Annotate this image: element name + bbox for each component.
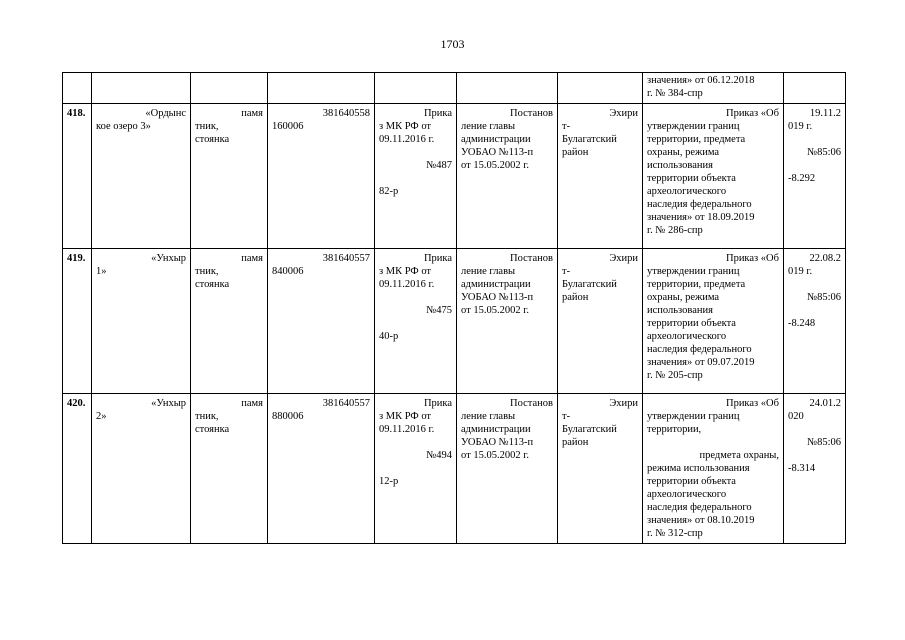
cell-type [191,104,268,249]
text-line: 12-р [379,476,399,487]
text-line: охраны, режима [647,147,720,158]
text-line: территории, предмета [647,134,746,145]
text-line: №494 [426,450,452,461]
text-line: территории, [647,424,702,435]
text-line: ление главы [461,411,516,422]
text-line: 19.11.2 [809,108,841,119]
cell-decree [457,73,558,104]
text-line: стоянка [195,424,230,435]
text-line: администрации [461,134,531,145]
text-line: т- [562,411,571,422]
cell-boundary-order [643,394,784,544]
text-line: з МК РФ от [379,121,432,132]
text-line: т- [562,266,571,277]
text-line: 381640557 [322,398,370,409]
text-line: памя [241,398,263,409]
cell-code [268,249,375,394]
text-line: Приказ «Об [725,253,779,264]
text-line: наследия федерального [647,344,752,355]
text-line: утверждении границ [647,121,740,132]
text-line: утверждении границ [647,266,740,277]
table-row-continuation [63,73,846,104]
text-line: 381640558 [322,108,370,119]
cell-order [375,104,457,249]
text-line: значения» от 06.12.2018 [647,75,755,86]
text-line: администрации [461,279,531,290]
text-line: район [562,437,589,448]
cell-order [375,249,457,394]
text-line: Эхири [609,253,638,264]
text-line: №85:06 [807,437,841,448]
text-line: 1» [96,266,107,277]
text-line: 09.11.2016 г. [379,424,435,435]
cell-number: 420. [63,394,92,544]
text-line: №487 [426,160,452,171]
text-line: №85:06 [807,147,841,158]
table-row [63,104,846,249]
text-line: район [562,147,589,158]
cell-code [268,73,375,104]
cell-type [191,249,268,394]
text-line: 2» [96,411,107,422]
text-line: з МК РФ от [379,411,432,422]
text-line: 020 [788,411,804,422]
text-line: «Ордынс [145,108,186,119]
text-line: ление главы [461,266,516,277]
text-line: Булагатский [562,134,617,145]
cell-name [92,249,191,394]
text-line: наследия федерального [647,199,752,210]
cell-boundary-order [643,104,784,249]
text-line: наследия федерального [647,502,752,513]
cell-number [63,73,92,104]
text-line: т- [562,121,571,132]
text-line: администрации [461,424,531,435]
text-line: -8.314 [788,463,816,474]
text-line: 840006 [272,266,304,277]
cell-location [558,394,643,544]
text-line: памя [241,108,263,119]
text-line: тник, [195,266,219,277]
text-line: предмета охраны, [699,450,779,461]
page-number: 1703 [440,37,465,51]
cell-code [268,394,375,544]
cell-boundary-order [643,249,784,394]
text-line: 09.11.2016 г. [379,279,435,290]
text-line: Приказ «Об [725,398,779,409]
text-line: режима использования [647,463,750,474]
cell-decree [457,394,558,544]
text-line: археологического [647,186,727,197]
text-line: Постанов [510,108,553,119]
cell-type [191,394,268,544]
text-line: 880006 [272,411,304,422]
text-line: Постанов [510,398,553,409]
text-line: -8.248 [788,318,816,329]
cell-location [558,249,643,394]
text-line: утверждении границ [647,411,740,422]
cell-registration [784,73,846,104]
text-line: 381640557 [322,253,370,264]
text-line: 160006 [272,121,304,132]
text-line: 82-р [379,186,399,197]
text-line: Постанов [510,253,553,264]
text-line: г. № 205-спр [647,370,703,381]
cell-order [375,394,457,544]
registry-table [62,72,846,544]
text-line: Булагатский [562,279,617,290]
cell-name [92,394,191,544]
text-line: №85:06 [807,292,841,303]
text-line: Прика [423,108,452,119]
text-line: археологического [647,489,727,500]
text-line: УОБАО №113-п [461,437,534,448]
cell-location [558,104,643,249]
text-line: Приказ «Об [725,108,779,119]
text-line: от 15.05.2002 г. [461,305,529,316]
text-line: 019 г. [788,121,813,132]
text-line: стоянка [195,134,230,145]
text-line: территории объекта [647,476,736,487]
text-line: тник, [195,121,219,132]
text-line: от 15.05.2002 г. [461,450,529,461]
text-line: значения» от 08.10.2019 [647,515,755,526]
text-line: памя [241,253,263,264]
text-line: 09.11.2016 г. [379,134,435,145]
text-line: использования [647,160,713,171]
text-line: Прика [423,253,452,264]
text-line: -8.292 [788,173,816,184]
text-line: Булагатский [562,424,617,435]
text-line: «Унхыр [151,398,186,409]
text-line: охраны, режима [647,292,720,303]
cell-type [191,73,268,104]
text-line: «Унхыр [151,253,186,264]
text-line: Прика [423,398,452,409]
text-line: УОБАО №113-п [461,147,534,158]
text-line: 24.01.2 [809,398,841,409]
text-line: территории объекта [647,173,736,184]
cell-decree [457,104,558,249]
text-line: территории объекта [647,318,736,329]
text-line: УОБАО №113-п [461,292,534,303]
text-line: значения» от 18.09.2019 [647,212,755,223]
cell-name [92,104,191,249]
text-line: г. № 384-спр [647,88,703,99]
text-line: 22.08.2 [809,253,841,264]
text-line: район [562,292,589,303]
text-line: стоянка [195,279,230,290]
cell-boundary-order [643,73,784,104]
text-line: кое озеро 3» [96,121,151,132]
cell-registration [784,104,846,249]
table-row [63,249,846,394]
text-line: Эхири [609,108,638,119]
text-line: 019 г. [788,266,813,277]
table-row [63,394,846,544]
cell-decree [457,249,558,394]
text-line: г. № 312-спр [647,528,703,539]
text-line: ление главы [461,121,516,132]
text-line: Эхири [609,398,638,409]
text-line: территории, предмета [647,279,746,290]
text-line: №475 [426,305,452,316]
cell-code [268,104,375,249]
cell-name [92,73,191,104]
cell-registration [784,249,846,394]
text-line: археологического [647,331,727,342]
text-line: з МК РФ от [379,266,432,277]
text-line: использования [647,305,713,316]
text-line: 40-р [379,331,399,342]
cell-number: 419. [63,249,92,394]
cell-number: 418. [63,104,92,249]
cell-location [558,73,643,104]
text-line: значения» от 09.07.2019 [647,357,755,368]
text-line: от 15.05.2002 г. [461,160,529,171]
cell-registration [784,394,846,544]
text-line: г. № 286-спр [647,225,703,236]
text-line: тник, [195,411,219,422]
cell-order [375,73,457,104]
